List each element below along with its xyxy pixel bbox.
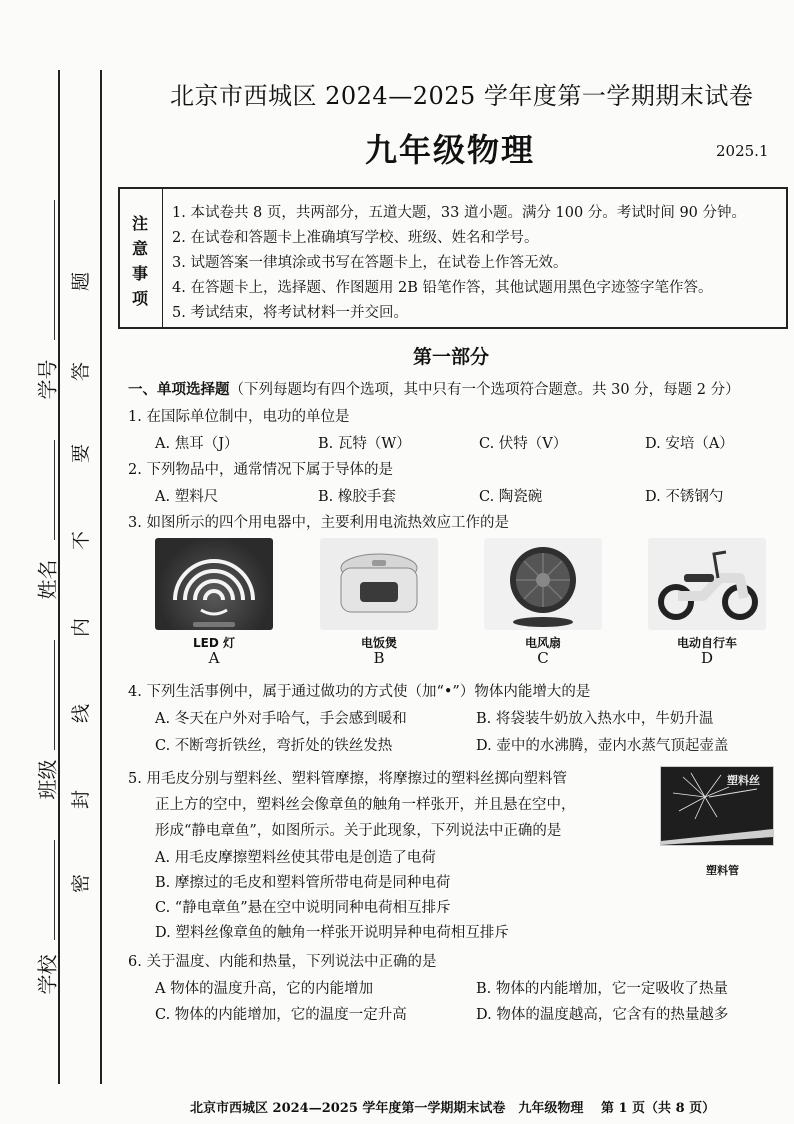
question-2-option-c: C. 陶瓷碗 bbox=[479, 489, 543, 505]
section-heading bbox=[128, 378, 740, 399]
rice-cooker-image bbox=[320, 538, 438, 630]
name-label: 姓名 bbox=[35, 559, 60, 600]
question-2-option-d: D. 不锈钢勺 bbox=[645, 489, 724, 505]
seal-char-1: 题 bbox=[70, 271, 93, 292]
question-5-stem-line-2: 正上方的空中，塑料丝会像章鱼的触角一样张开，并且悬在空中， bbox=[155, 797, 576, 813]
question-1-option-b: B. 瓦特（W） bbox=[318, 436, 411, 452]
seal-char-8: 密 bbox=[70, 873, 93, 894]
notice-label-char: 项 bbox=[132, 289, 149, 308]
seal-char-3: 要 bbox=[70, 443, 93, 464]
electric-fan-caption: 电风扇 bbox=[524, 636, 561, 650]
question-5-option-c: C. “静电章鱼”悬在空中说明同种电荷相互排斥 bbox=[155, 900, 451, 916]
electric-fan-letter: C bbox=[537, 649, 549, 667]
page-footer: 北京市西城区 2024—2025 学年度第一学期期末试卷 九年级物理 第 1 页（共 8 页） bbox=[190, 1101, 716, 1116]
question-4-option-c: C. 不断弯折铁丝，弯折处的铁丝发热 bbox=[155, 738, 393, 754]
notice-label-char: 意 bbox=[132, 239, 149, 258]
class-label: 班级 bbox=[35, 759, 60, 800]
question-6-option-b: B. 物体的内能增加，它一定吸收了热量 bbox=[476, 981, 728, 997]
seal-char-7: 封 bbox=[70, 789, 93, 810]
school-blank bbox=[54, 840, 55, 940]
question-5-stem-line-1: 5. 用毛皮分别与塑料丝、塑料管摩擦，将摩擦过的塑料丝掷向塑料管 bbox=[128, 771, 567, 787]
section-note: （下列每题均有四个选项，其中只有一个选项符合题意。共 30 分，每题 2 分） bbox=[229, 382, 740, 398]
subject-title: 九年级物理 bbox=[365, 131, 536, 169]
led-lamp-image bbox=[155, 538, 273, 630]
question-5-option-a: A. 用毛皮摩擦塑料丝使其带电是创造了电荷 bbox=[155, 850, 436, 866]
part-heading: 第一部分 bbox=[413, 346, 490, 368]
electric-bike-image bbox=[648, 538, 766, 630]
question-6-stem: 6. 关于温度、内能和热量，下列说法中正确的是 bbox=[128, 954, 437, 970]
class-blank bbox=[54, 640, 55, 750]
led-lamp-letter: A bbox=[208, 649, 220, 667]
question-6-option-c: C. 物体的内能增加，它的温度一定升高 bbox=[155, 1007, 407, 1023]
name-blank bbox=[54, 440, 55, 540]
exam-date: 2025.1 bbox=[716, 142, 769, 160]
question-5-option-b: B. 摩擦过的毛皮和塑料管所带电荷是同种电荷 bbox=[155, 875, 451, 891]
question-1-option-c: C. 伏特（V） bbox=[479, 436, 568, 452]
plastic-tube-label: 塑料管 bbox=[706, 864, 739, 877]
plastic-string-label: 塑料丝 bbox=[727, 774, 760, 787]
question-2-option-b: B. 橡胶手套 bbox=[318, 489, 396, 505]
question-4-option-b: B. 将袋装牛奶放入热水中，牛奶升温 bbox=[476, 711, 714, 727]
student-id-blank bbox=[54, 200, 55, 340]
notice-label bbox=[120, 189, 163, 327]
rice-cooker-caption: 电饭煲 bbox=[360, 636, 397, 650]
notice-label-char: 事 bbox=[132, 264, 149, 283]
notice-item: 3. 试题答案一律填涂或书写在答题卡上，在试卷上作答无效。 bbox=[172, 255, 568, 271]
question-1-option-d: D. 安培（A） bbox=[645, 436, 734, 452]
section-title: 一、单项选择题 bbox=[128, 382, 230, 398]
question-4-option-a: A. 冬天在户外对手哈气，手会感到暖和 bbox=[155, 711, 407, 727]
question-2-option-a: A. 塑料尺 bbox=[155, 489, 219, 505]
led-lamp-caption: LED 灯 bbox=[193, 636, 235, 650]
question-5-option-d: D. 塑料丝像章鱼的触角一样张开说明异种电荷相互排斥 bbox=[155, 925, 509, 941]
question-2-stem: 2. 下列物品中，通常情况下属于导体的是 bbox=[128, 462, 393, 478]
seal-char-6: 线 bbox=[70, 703, 93, 724]
electric-fan-image bbox=[484, 538, 602, 630]
seal-char-5: 内 bbox=[70, 617, 93, 638]
question-4-stem: 4. 下列生活事例中，属于通过做功的方式使（加“•”）物体内能增大的是 bbox=[128, 684, 591, 700]
question-6-option-d: D. 物体的温度越高，它含有的热量越多 bbox=[476, 1007, 729, 1023]
exam-title: 北京市西城区 2024—2025 学年度第一学期期末试卷 bbox=[170, 82, 754, 110]
seal-char-4: 不 bbox=[70, 530, 93, 551]
school-label: 学校 bbox=[35, 954, 60, 995]
notice-label-char: 注 bbox=[132, 214, 149, 233]
notice-item: 2. 在试卷和答题卡上准确填写学校、班级、姓名和学号。 bbox=[172, 230, 539, 246]
question-1-option-a: A. 焦耳（J） bbox=[155, 436, 239, 452]
electric-bike-letter: D bbox=[700, 649, 714, 667]
seal-char-2: 答 bbox=[70, 361, 93, 382]
electric-bike-caption: 电动自行车 bbox=[676, 636, 737, 650]
question-6-option-a: A 物体的温度升高，它的内能增加 bbox=[155, 981, 374, 997]
notice-item: 5. 考试结束，将考试材料一并交回。 bbox=[172, 305, 408, 321]
notice-item: 4. 在答题卡上，选择题、作图题用 2B 铅笔作答，其他试题用黑色字迹签字笔作答。 bbox=[172, 280, 713, 296]
question-5-stem-line-3: 形成“静电章鱼”，如图所示。关于此现象，下列说法中正确的是 bbox=[155, 823, 562, 839]
rice-cooker-letter: B bbox=[373, 649, 385, 667]
notice-item: 1. 本试卷共 8 页，共两部分，五道大题，33 道小题。满分 100 分。考试时间 90 分钟。 bbox=[172, 205, 747, 221]
question-4-option-d: D. 壶中的水沸腾，壶内水蒸气顶起壶盖 bbox=[476, 738, 729, 754]
question-3-stem: 3. 如图所示的四个用电器中，主要利用电流热效应工作的是 bbox=[128, 515, 509, 531]
student-id-label: 学号 bbox=[35, 359, 60, 400]
notice-box bbox=[118, 187, 788, 329]
question-1-stem: 1. 在国际单位制中，电功的单位是 bbox=[128, 409, 350, 425]
binding-line-right bbox=[100, 70, 102, 1084]
